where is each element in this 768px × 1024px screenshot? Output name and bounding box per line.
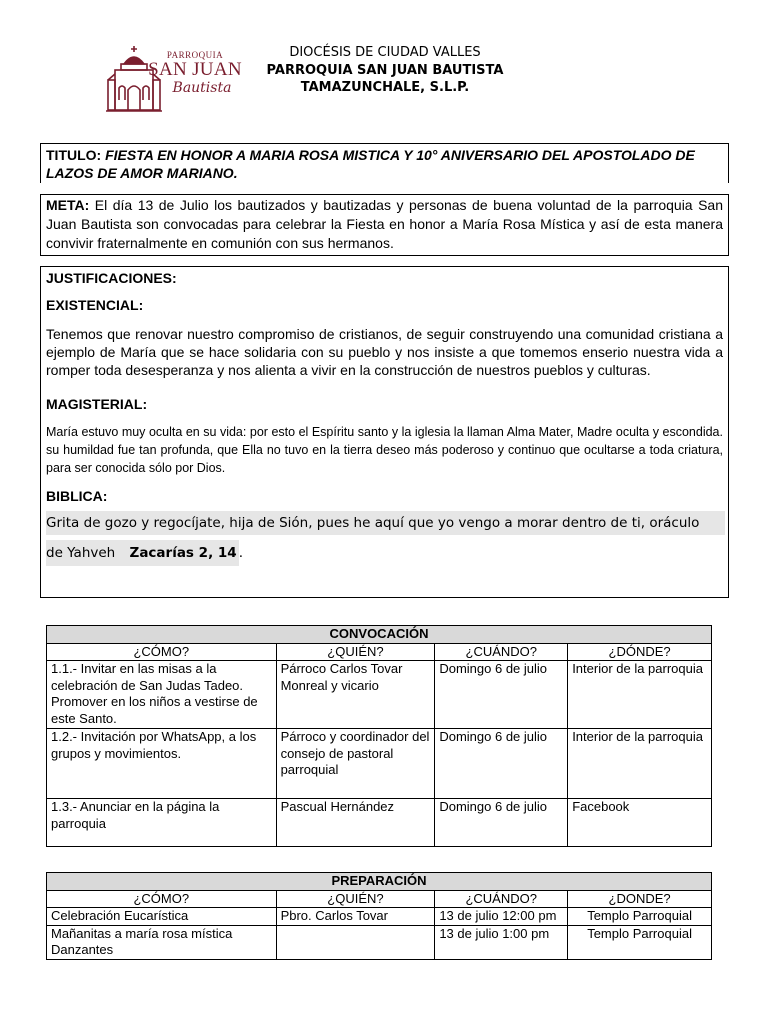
table-cell: 1.3.- Anunciar en la página la parroquia xyxy=(47,799,277,847)
column-header-quien: ¿QUIÉN? xyxy=(276,643,435,661)
table-cell: Interior de la parroquia xyxy=(568,661,712,729)
magisterial-heading: MAGISTERIAL: xyxy=(46,396,148,412)
logo-line-1: PARROQUIA xyxy=(166,50,224,60)
column-header-como: ¿CÓMO? xyxy=(47,643,277,661)
goal-label: META: xyxy=(46,197,90,213)
convocation-table xyxy=(46,625,712,847)
column-header-quien: ¿QUIÉN? xyxy=(276,890,435,908)
table-cell: Templo Parroquial xyxy=(568,925,712,959)
biblical-heading: BIBLICA: xyxy=(46,488,108,504)
table-cell: 13 de julio 1:00 pm xyxy=(435,925,568,959)
column-header-cuando: ¿CUÁNDO? xyxy=(435,890,568,908)
table-row xyxy=(47,908,712,926)
table-cell: Templo Parroquial xyxy=(568,908,712,926)
table-cell: Mañanitas a maría rosa mística Danzantes xyxy=(47,925,277,959)
parish-name: PARROQUIA SAN JUAN BAUTISTA xyxy=(266,63,504,78)
biblical-text-line-1: Grita de gozo y regocíjate, hija de Sión, pues he aquí que yo vengo a morar dentro de ti, oráculo xyxy=(46,511,725,535)
table-cell: Domingo 6 de julio xyxy=(435,799,568,847)
title-box xyxy=(40,143,729,183)
table-cell xyxy=(276,925,435,959)
biblical-reference: Zacarías 2, 14 xyxy=(128,540,239,566)
goal-box xyxy=(40,194,729,256)
table-cell: Pbro. Carlos Tovar xyxy=(276,908,435,926)
biblical-quote xyxy=(46,511,723,561)
table-row xyxy=(47,925,712,959)
preparation-table xyxy=(46,872,712,960)
table-cell: 1.1.- Invitar en las misas a la celebración de San Judas Tadeo. Promover en los niños a vestirse de este Santo. xyxy=(47,661,277,729)
goal-text: El día 13 de Julio los bautizados y bautizadas y personas de buena voluntad de la parroquia San Juan Bautista son convocadas para celebrar la Fiesta en honor a María Rosa Mística y así de esta manera convivir fraternalmente en comunión con sus hermanos. xyxy=(46,197,723,251)
table-cell: Domingo 6 de julio xyxy=(435,661,568,729)
table-cell: 13 de julio 12:00 pm xyxy=(435,908,568,926)
table-cell: Párroco y coordinador del consejo de pastoral parroquial xyxy=(276,729,435,799)
column-header-donde: ¿DONDE? xyxy=(568,890,712,908)
column-header-donde: ¿DÓNDE? xyxy=(568,643,712,661)
preparation-title: PREPARACIÓN xyxy=(47,873,712,891)
diocese-name: DIOCÉSIS DE CIUDAD VALLES xyxy=(289,45,481,60)
logo-line-2: SAN JUAN xyxy=(148,59,242,80)
table-row xyxy=(47,799,712,847)
table-cell: 1.2.- Invitación por WhatsApp, a los grupos y movimientos. xyxy=(47,729,277,799)
table-cell: Interior de la parroquia xyxy=(568,729,712,799)
parish-logo xyxy=(104,44,240,116)
table-cell: Pascual Hernández xyxy=(276,799,435,847)
document-header xyxy=(240,44,530,96)
justifications-heading: JUSTIFICACIONES: xyxy=(46,270,177,286)
justifications-box xyxy=(40,266,729,598)
existential-heading: EXISTENCIAL: xyxy=(46,297,144,313)
table-cell: Domingo 6 de julio xyxy=(435,729,568,799)
column-header-cuando: ¿CUÁNDO? xyxy=(435,643,568,661)
title-label: TITULO: xyxy=(46,147,102,163)
biblical-text-line-2: de Yahveh xyxy=(46,540,128,566)
table-row xyxy=(47,661,712,729)
magisterial-text: María estuvo muy oculta en su vida: por esto el Espíritu santo y la iglesia la llaman Alma Mater, Madre oculta y escondida. su humildad fue tan profunda, que Ella no tuvo en la tierra deseo más poderoso y continuo que ocultarse a toda criatura, para ser conocida sólo por Dios. xyxy=(46,425,723,475)
column-header-como: ¿CÓMO? xyxy=(47,890,277,908)
table-cell: Párroco Carlos Tovar Monreal y vicario xyxy=(276,661,435,729)
table-cell: Facebook xyxy=(568,799,712,847)
existential-text: Tenemos que renovar nuestro compromiso de cristianos, de seguir construyendo una comunidad cristiana a ejemplo de María que se hace solidaria con su pueblo y nos insiste a que tomemos enserio nuestra vida a romper toda desesperanza y nos alienta a vivir en la construcción de nuestros pueblos y culturas. xyxy=(46,326,723,378)
table-cell: Celebración Eucarística xyxy=(47,908,277,926)
convocation-title: CONVOCACIÓN xyxy=(47,626,712,644)
logo-line-3: Bautista xyxy=(172,80,232,96)
table-row xyxy=(47,729,712,799)
biblical-end: . xyxy=(238,545,243,561)
parish-location: TAMAZUNCHALE, S.L.P. xyxy=(300,80,470,95)
title-text: FIESTA EN HONOR A MARIA ROSA MISTICA Y 10° ANIVERSARIO DEL APOSTOLADO DE LAZOS DE AMOR MARIANO. xyxy=(46,147,695,181)
